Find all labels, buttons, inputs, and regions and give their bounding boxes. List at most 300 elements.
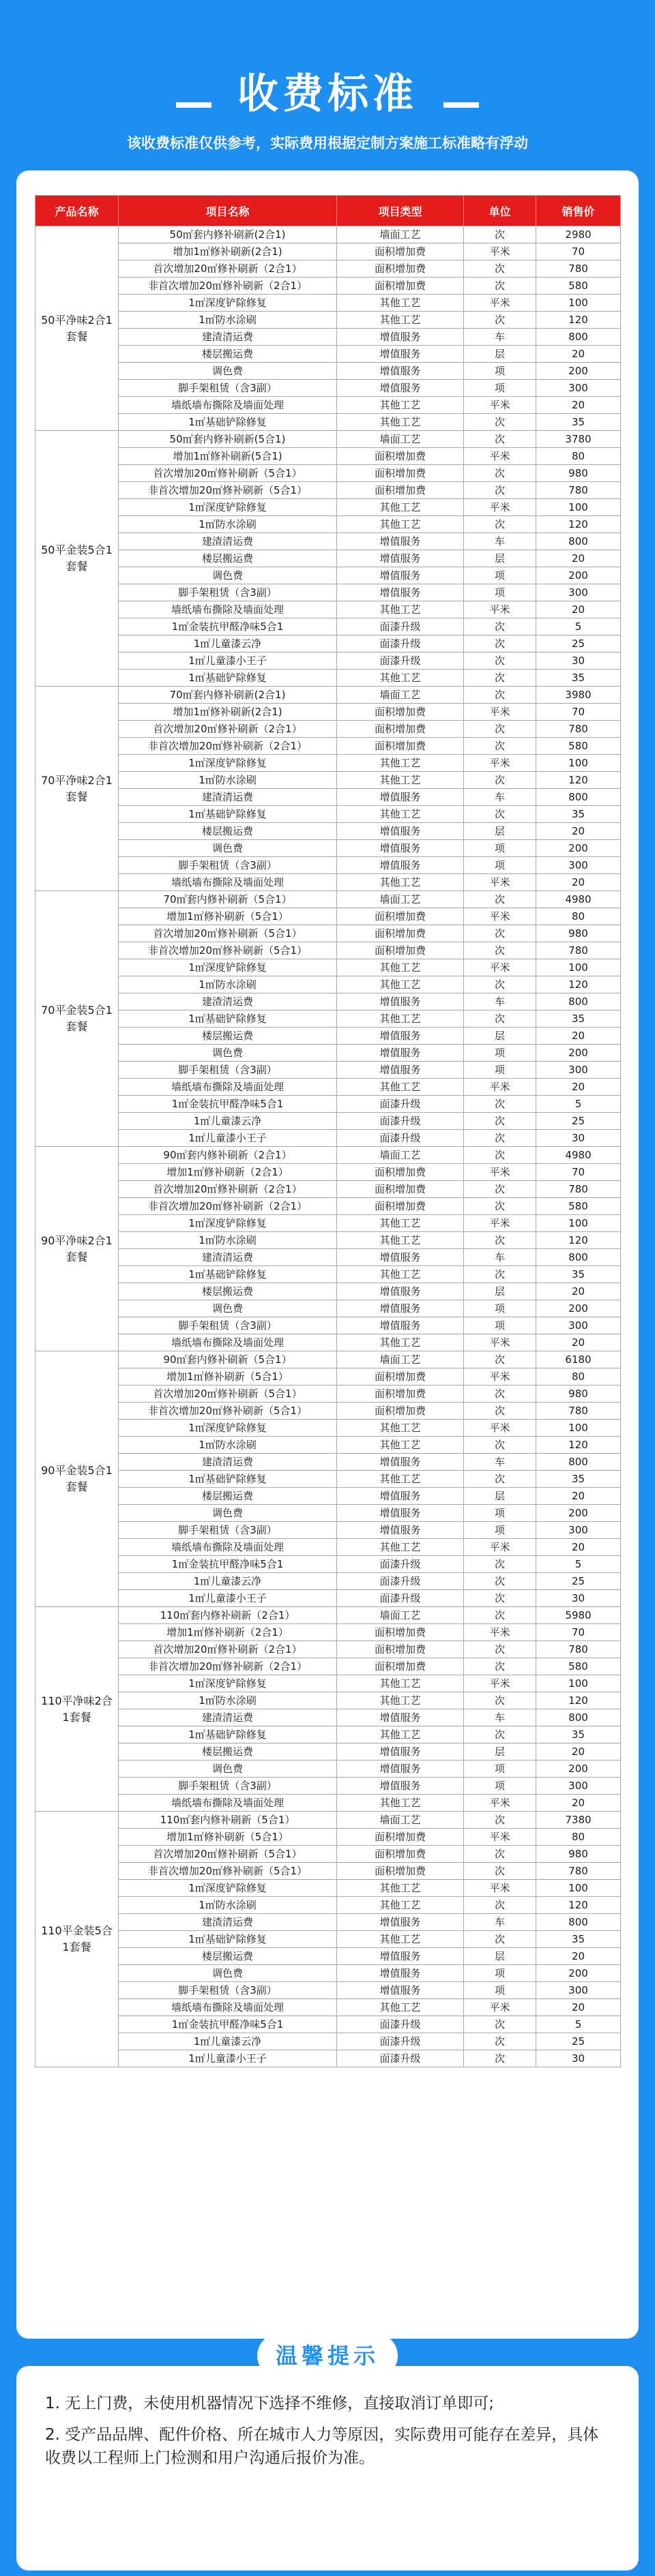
column-header-unit: 单位 [464, 196, 536, 226]
price-cell: 70 [536, 1164, 621, 1181]
table-row [35, 380, 621, 397]
product-name-cell: 110平净味2合1套餐 [35, 1607, 119, 1812]
item-type-cell: 面漆升级 [337, 1556, 464, 1573]
price-cell: 35 [536, 1266, 621, 1283]
unit-cell: 次 [464, 1386, 536, 1403]
item-name-cell: 首次增加20㎡修补刷新（5合1） [119, 1846, 337, 1863]
item-name-cell: 建渣清运费 [119, 1914, 337, 1931]
item-type-cell: 其他工艺 [337, 1079, 464, 1096]
unit-cell: 次 [464, 687, 536, 704]
price-cell: 5 [536, 1096, 621, 1113]
item-type-cell: 面漆升级 [337, 1573, 464, 1590]
item-type-cell: 面积增加费 [337, 260, 464, 278]
table-row [35, 1181, 621, 1198]
item-name-cell: 增加1㎡修补刷新(2合1) [119, 704, 337, 721]
item-name-cell: 70㎡套内修补刷新(2合1) [119, 687, 337, 704]
price-cell: 800 [536, 533, 621, 550]
item-name-cell: 脚手架租赁（含3副） [119, 1778, 337, 1795]
price-cell: 20 [536, 397, 621, 414]
item-name-cell: 1㎡防水涂刷 [119, 312, 337, 329]
price-cell: 30 [536, 1130, 621, 1147]
price-cell: 120 [536, 1437, 621, 1454]
item-type-cell: 其他工艺 [337, 1010, 464, 1028]
price-cell: 800 [536, 1249, 621, 1266]
price-cell: 6180 [536, 1351, 621, 1368]
table-row [35, 1420, 621, 1437]
table-row [35, 2033, 621, 2050]
unit-cell: 次 [464, 1130, 536, 1147]
price-cell: 580 [536, 278, 621, 295]
price-cell: 70 [536, 243, 621, 260]
item-name-cell: 1㎡儿童漆小王子 [119, 653, 337, 670]
item-name-cell: 首次增加20㎡修补刷新（2合1） [119, 260, 337, 278]
item-type-cell: 面漆升级 [337, 635, 464, 653]
unit-cell: 次 [464, 891, 536, 908]
table-row [35, 312, 621, 329]
price-cell: 800 [536, 1914, 621, 1931]
item-name-cell: 建渣清运费 [119, 533, 337, 550]
item-type-cell: 面积增加费 [337, 1386, 464, 1403]
table-row [35, 635, 621, 653]
table-row [35, 1982, 621, 1999]
notice-title: 温馨提示 [257, 2333, 398, 2378]
item-type-cell: 增值服务 [337, 1709, 464, 1726]
price-cell: 200 [536, 840, 621, 857]
item-type-cell: 其他工艺 [337, 670, 464, 687]
item-type-cell: 面积增加费 [337, 925, 464, 942]
table-row [35, 550, 621, 567]
unit-cell: 次 [464, 738, 536, 755]
table-row [35, 908, 621, 925]
item-name-cell: 首次增加20㎡修补刷新（5合1） [119, 1386, 337, 1403]
price-cell: 70 [536, 1624, 621, 1641]
price-cell: 300 [536, 1062, 621, 1079]
item-type-cell: 面漆升级 [337, 2050, 464, 2067]
unit-cell: 平米 [464, 1675, 536, 1692]
unit-cell: 次 [464, 1658, 536, 1675]
price-cell: 20 [536, 1539, 621, 1556]
item-type-cell: 其他工艺 [337, 1266, 464, 1283]
table-row [35, 1914, 621, 1931]
unit-cell: 次 [464, 1147, 536, 1164]
unit-cell: 平米 [464, 755, 536, 772]
price-cell: 5980 [536, 1607, 621, 1624]
table-row [35, 1846, 621, 1863]
price-cell: 200 [536, 1045, 621, 1062]
unit-cell: 车 [464, 1914, 536, 1931]
unit-cell: 车 [464, 789, 536, 806]
table-row [35, 397, 621, 414]
item-type-cell: 面积增加费 [337, 1624, 464, 1641]
unit-cell: 项 [464, 1522, 536, 1539]
table-row [35, 1556, 621, 1573]
item-type-cell: 其他工艺 [337, 499, 464, 516]
table-row [35, 1539, 621, 1556]
unit-cell: 项 [464, 1505, 536, 1522]
item-type-cell: 墙面工艺 [337, 687, 464, 704]
item-type-cell: 增值服务 [337, 993, 464, 1010]
item-name-cell: 1㎡基础铲除修复 [119, 806, 337, 823]
price-cell: 20 [536, 1488, 621, 1505]
item-name-cell: 1㎡儿童漆云净 [119, 2033, 337, 2050]
price-cell: 120 [536, 976, 621, 993]
unit-cell: 次 [464, 721, 536, 738]
item-type-cell: 增值服务 [337, 1045, 464, 1062]
table-row [35, 1045, 621, 1062]
item-type-cell: 面积增加费 [337, 1403, 464, 1420]
unit-cell: 次 [464, 1010, 536, 1028]
table-row [35, 1692, 621, 1709]
table-row [35, 1130, 621, 1147]
title-decor-right [443, 102, 479, 108]
table-row [35, 1897, 621, 1914]
unit-cell: 次 [464, 465, 536, 482]
price-cell: 580 [536, 1658, 621, 1675]
unit-cell: 平米 [464, 1624, 536, 1641]
price-cell: 120 [536, 1232, 621, 1249]
unit-cell: 层 [464, 1488, 536, 1505]
unit-cell: 平米 [464, 874, 536, 891]
unit-cell: 次 [464, 1437, 536, 1454]
item-name-cell: 楼层搬运费 [119, 550, 337, 567]
unit-cell: 项 [464, 1761, 536, 1778]
item-name-cell: 非首次增加20㎡修补刷新（5合1） [119, 1403, 337, 1420]
item-type-cell: 增值服务 [337, 1743, 464, 1761]
item-type-cell: 面积增加费 [337, 1164, 464, 1181]
item-type-cell: 面积增加费 [337, 1863, 464, 1880]
unit-cell: 层 [464, 1948, 536, 1965]
unit-cell: 车 [464, 993, 536, 1010]
table-row [35, 1113, 621, 1130]
price-cell: 20 [536, 550, 621, 567]
unit-cell: 次 [464, 1351, 536, 1368]
table-row [35, 243, 621, 260]
unit-cell: 平米 [464, 1368, 536, 1386]
price-cell: 20 [536, 1079, 621, 1096]
price-table [35, 195, 621, 2067]
unit-cell: 项 [464, 1778, 536, 1795]
price-cell: 200 [536, 1300, 621, 1317]
table-row [35, 959, 621, 976]
page-subtitle: 该收费标准仅供参考，实际费用根据定制方案施工标准略有浮动 [127, 135, 528, 151]
table-row [35, 670, 621, 687]
item-name-cell: 墙纸墙布撕除及墙面处理 [119, 874, 337, 891]
price-cell: 20 [536, 1334, 621, 1351]
unit-cell: 次 [464, 1556, 536, 1573]
unit-cell: 项 [464, 567, 536, 584]
item-type-cell: 增值服务 [337, 1948, 464, 1965]
unit-cell: 次 [464, 1692, 536, 1709]
unit-cell: 车 [464, 533, 536, 550]
price-cell: 300 [536, 380, 621, 397]
table-row [35, 448, 621, 465]
table-row [35, 1096, 621, 1113]
table-row [35, 1010, 621, 1028]
price-cell: 80 [536, 448, 621, 465]
item-type-cell: 其他工艺 [337, 1931, 464, 1948]
item-name-cell: 墙纸墙布撕除及墙面处理 [119, 397, 337, 414]
unit-cell: 次 [464, 653, 536, 670]
item-name-cell: 调色费 [119, 363, 337, 380]
item-type-cell: 增值服务 [337, 533, 464, 550]
table-row [35, 704, 621, 721]
table-row [35, 1351, 621, 1368]
price-cell: 2980 [536, 226, 621, 243]
table-row [35, 1795, 621, 1812]
price-cell: 100 [536, 499, 621, 516]
price-cell: 300 [536, 1522, 621, 1539]
item-name-cell: 增加1㎡修补刷新（2合1） [119, 1164, 337, 1181]
item-name-cell: 脚手架租赁（含3副） [119, 1522, 337, 1539]
unit-cell: 平米 [464, 397, 536, 414]
price-cell: 20 [536, 1948, 621, 1965]
unit-cell: 次 [464, 1812, 536, 1829]
item-name-cell: 50㎡套内修补刷新(2合1) [119, 226, 337, 243]
price-cell: 5 [536, 2016, 621, 2033]
table-header-row [35, 196, 621, 226]
item-type-cell: 其他工艺 [337, 1675, 464, 1692]
item-name-cell: 增加1㎡修补刷新（2合1） [119, 1624, 337, 1641]
product-name-cell: 110平金装5合1套餐 [35, 1812, 119, 2067]
item-type-cell: 增值服务 [337, 1317, 464, 1334]
item-name-cell: 增加1㎡修补刷新（5合1） [119, 908, 337, 925]
price-cell: 35 [536, 1931, 621, 1948]
item-type-cell: 其他工艺 [337, 755, 464, 772]
unit-cell: 项 [464, 1300, 536, 1317]
item-type-cell: 其他工艺 [337, 1692, 464, 1709]
item-type-cell: 面积增加费 [337, 243, 464, 260]
product-name-cell: 50平净味2合1套餐 [35, 226, 119, 431]
unit-cell: 项 [464, 1982, 536, 1999]
table-row [35, 806, 621, 823]
price-cell: 300 [536, 1982, 621, 1999]
table-row [35, 1386, 621, 1403]
price-cell: 120 [536, 1897, 621, 1914]
item-type-cell: 面漆升级 [337, 1130, 464, 1147]
price-cell: 80 [536, 1829, 621, 1846]
item-type-cell: 增值服务 [337, 840, 464, 857]
item-name-cell: 1㎡深度铲除修复 [119, 959, 337, 976]
unit-cell: 次 [464, 516, 536, 533]
item-name-cell: 90㎡套内修补刷新（5合1） [119, 1351, 337, 1368]
item-type-cell: 其他工艺 [337, 1539, 464, 1556]
price-cell: 780 [536, 1181, 621, 1198]
table-row [35, 1028, 621, 1045]
unit-cell: 层 [464, 346, 536, 363]
item-type-cell: 增值服务 [337, 1522, 464, 1539]
unit-cell: 次 [464, 1471, 536, 1488]
price-cell: 780 [536, 482, 621, 499]
table-row [35, 755, 621, 772]
unit-cell: 平米 [464, 499, 536, 516]
page-title: 收费标准 [237, 70, 418, 118]
item-name-cell: 非首次增加20㎡修补刷新（5合1） [119, 942, 337, 959]
item-type-cell: 增值服务 [337, 329, 464, 346]
unit-cell: 次 [464, 482, 536, 499]
table-row [35, 857, 621, 874]
table-row [35, 329, 621, 346]
item-name-cell: 墙纸墙布撕除及墙面处理 [119, 1334, 337, 1351]
unit-cell: 平米 [464, 601, 536, 618]
unit-cell: 平米 [464, 959, 536, 976]
table-row [35, 1454, 621, 1471]
item-name-cell: 1㎡基础铲除修复 [119, 414, 337, 431]
item-type-cell: 面积增加费 [337, 1181, 464, 1198]
unit-cell: 次 [464, 1232, 536, 1249]
item-type-cell: 墙面工艺 [337, 1351, 464, 1368]
price-cell: 300 [536, 584, 621, 601]
item-name-cell: 首次增加20㎡修补刷新（2合1） [119, 721, 337, 738]
table-row [35, 516, 621, 533]
price-cell: 800 [536, 1709, 621, 1726]
item-name-cell: 1㎡儿童漆云净 [119, 1113, 337, 1130]
item-type-cell: 墙面工艺 [337, 1812, 464, 1829]
item-name-cell: 脚手架租赁（含3副） [119, 380, 337, 397]
header [0, 61, 655, 120]
unit-cell: 次 [464, 1641, 536, 1658]
price-cell: 80 [536, 1368, 621, 1386]
item-name-cell: 1㎡深度铲除修复 [119, 499, 337, 516]
table-row [35, 772, 621, 789]
item-type-cell: 其他工艺 [337, 414, 464, 431]
table-row [35, 1726, 621, 1743]
table-row [35, 1624, 621, 1641]
price-cell: 300 [536, 1317, 621, 1334]
table-row [35, 1965, 621, 1982]
item-name-cell: 1㎡金装抗甲醛净味5合1 [119, 1556, 337, 1573]
unit-cell: 次 [464, 1590, 536, 1607]
item-type-cell: 增值服务 [337, 1488, 464, 1505]
item-name-cell: 调色费 [119, 840, 337, 857]
item-type-cell: 面积增加费 [337, 1641, 464, 1658]
item-name-cell: 楼层搬运费 [119, 823, 337, 840]
table-row [35, 278, 621, 295]
item-name-cell: 墙纸墙布撕除及墙面处理 [119, 1079, 337, 1096]
price-cell: 200 [536, 363, 621, 380]
item-type-cell: 增值服务 [337, 1761, 464, 1778]
price-cell: 780 [536, 1863, 621, 1880]
table-row [35, 2016, 621, 2033]
unit-cell: 次 [464, 976, 536, 993]
unit-cell: 次 [464, 414, 536, 431]
table-row [35, 840, 621, 857]
table-row [35, 1198, 621, 1215]
unit-cell: 次 [464, 1931, 536, 1948]
unit-cell: 次 [464, 1863, 536, 1880]
table-row [35, 226, 621, 243]
column-header-price: 销售价 [536, 196, 621, 226]
price-table-body [35, 226, 621, 2067]
item-name-cell: 1㎡防水涂刷 [119, 1232, 337, 1249]
item-name-cell: 调色费 [119, 567, 337, 584]
table-row [35, 533, 621, 550]
unit-cell: 次 [464, 431, 536, 448]
unit-cell: 平米 [464, 1829, 536, 1846]
item-name-cell: 1㎡深度铲除修复 [119, 755, 337, 772]
table-row [35, 346, 621, 363]
item-name-cell: 1㎡儿童漆云净 [119, 1573, 337, 1590]
item-name-cell: 非首次增加20㎡修补刷新（2合1） [119, 738, 337, 755]
table-row [35, 1522, 621, 1539]
unit-cell: 项 [464, 1317, 536, 1334]
price-cell: 200 [536, 1761, 621, 1778]
unit-cell: 次 [464, 1113, 536, 1130]
item-name-cell: 1㎡基础铲除修复 [119, 670, 337, 687]
item-type-cell: 增值服务 [337, 380, 464, 397]
item-type-cell: 其他工艺 [337, 601, 464, 618]
unit-cell: 次 [464, 260, 536, 278]
unit-cell: 层 [464, 823, 536, 840]
item-name-cell: 1㎡基础铲除修复 [119, 1010, 337, 1028]
unit-cell: 次 [464, 618, 536, 635]
price-cell: 200 [536, 1965, 621, 1982]
unit-cell: 次 [464, 1198, 536, 1215]
table-row [35, 1283, 621, 1300]
item-type-cell: 其他工艺 [337, 1795, 464, 1812]
item-type-cell: 其他工艺 [337, 959, 464, 976]
unit-cell: 层 [464, 550, 536, 567]
table-row [35, 1437, 621, 1454]
item-name-cell: 1㎡防水涂刷 [119, 516, 337, 533]
column-header-product: 产品名称 [35, 196, 119, 226]
unit-cell: 平米 [464, 1880, 536, 1897]
price-cell: 35 [536, 1471, 621, 1488]
item-name-cell: 首次增加20㎡修补刷新（2合1） [119, 1641, 337, 1658]
item-name-cell: 首次增加20㎡修补刷新（5合1） [119, 925, 337, 942]
unit-cell: 平米 [464, 1539, 536, 1556]
table-row [35, 584, 621, 601]
unit-cell: 项 [464, 1965, 536, 1982]
item-name-cell: 110㎡套内修补刷新（5合1） [119, 1812, 337, 1829]
item-name-cell: 1㎡防水涂刷 [119, 1437, 337, 1454]
price-cell: 35 [536, 670, 621, 687]
price-cell: 120 [536, 772, 621, 789]
price-cell: 7380 [536, 1812, 621, 1829]
table-row [35, 1062, 621, 1079]
item-name-cell: 首次增加20㎡修补刷新（2合1） [119, 1181, 337, 1198]
item-type-cell: 增值服务 [337, 1965, 464, 1982]
price-table-card [16, 170, 639, 2339]
unit-cell: 次 [464, 670, 536, 687]
unit-cell: 次 [464, 2016, 536, 2033]
item-name-cell: 110㎡套内修补刷新（2合1） [119, 1607, 337, 1624]
table-row [35, 1658, 621, 1675]
item-type-cell: 面积增加费 [337, 1368, 464, 1386]
unit-cell: 次 [464, 635, 536, 653]
table-row [35, 687, 621, 704]
unit-cell: 次 [464, 772, 536, 789]
item-name-cell: 楼层搬运费 [119, 1743, 337, 1761]
unit-cell: 平米 [464, 295, 536, 312]
price-cell: 20 [536, 1795, 621, 1812]
item-name-cell: 脚手架租赁（含3副） [119, 857, 337, 874]
price-cell: 100 [536, 1880, 621, 1897]
item-type-cell: 面漆升级 [337, 2016, 464, 2033]
item-type-cell: 增值服务 [337, 1283, 464, 1300]
table-row [35, 465, 621, 482]
item-name-cell: 70㎡套内修补刷新（5合1） [119, 891, 337, 908]
table-row [35, 1471, 621, 1488]
item-name-cell: 楼层搬运费 [119, 1283, 337, 1300]
price-cell: 5 [536, 618, 621, 635]
item-name-cell: 调色费 [119, 1505, 337, 1522]
unit-cell: 平米 [464, 1334, 536, 1351]
item-type-cell: 其他工艺 [337, 1726, 464, 1743]
price-cell: 20 [536, 601, 621, 618]
table-row [35, 653, 621, 670]
product-name-cell: 50平金装5合1套餐 [35, 431, 119, 687]
price-cell: 20 [536, 1283, 621, 1300]
